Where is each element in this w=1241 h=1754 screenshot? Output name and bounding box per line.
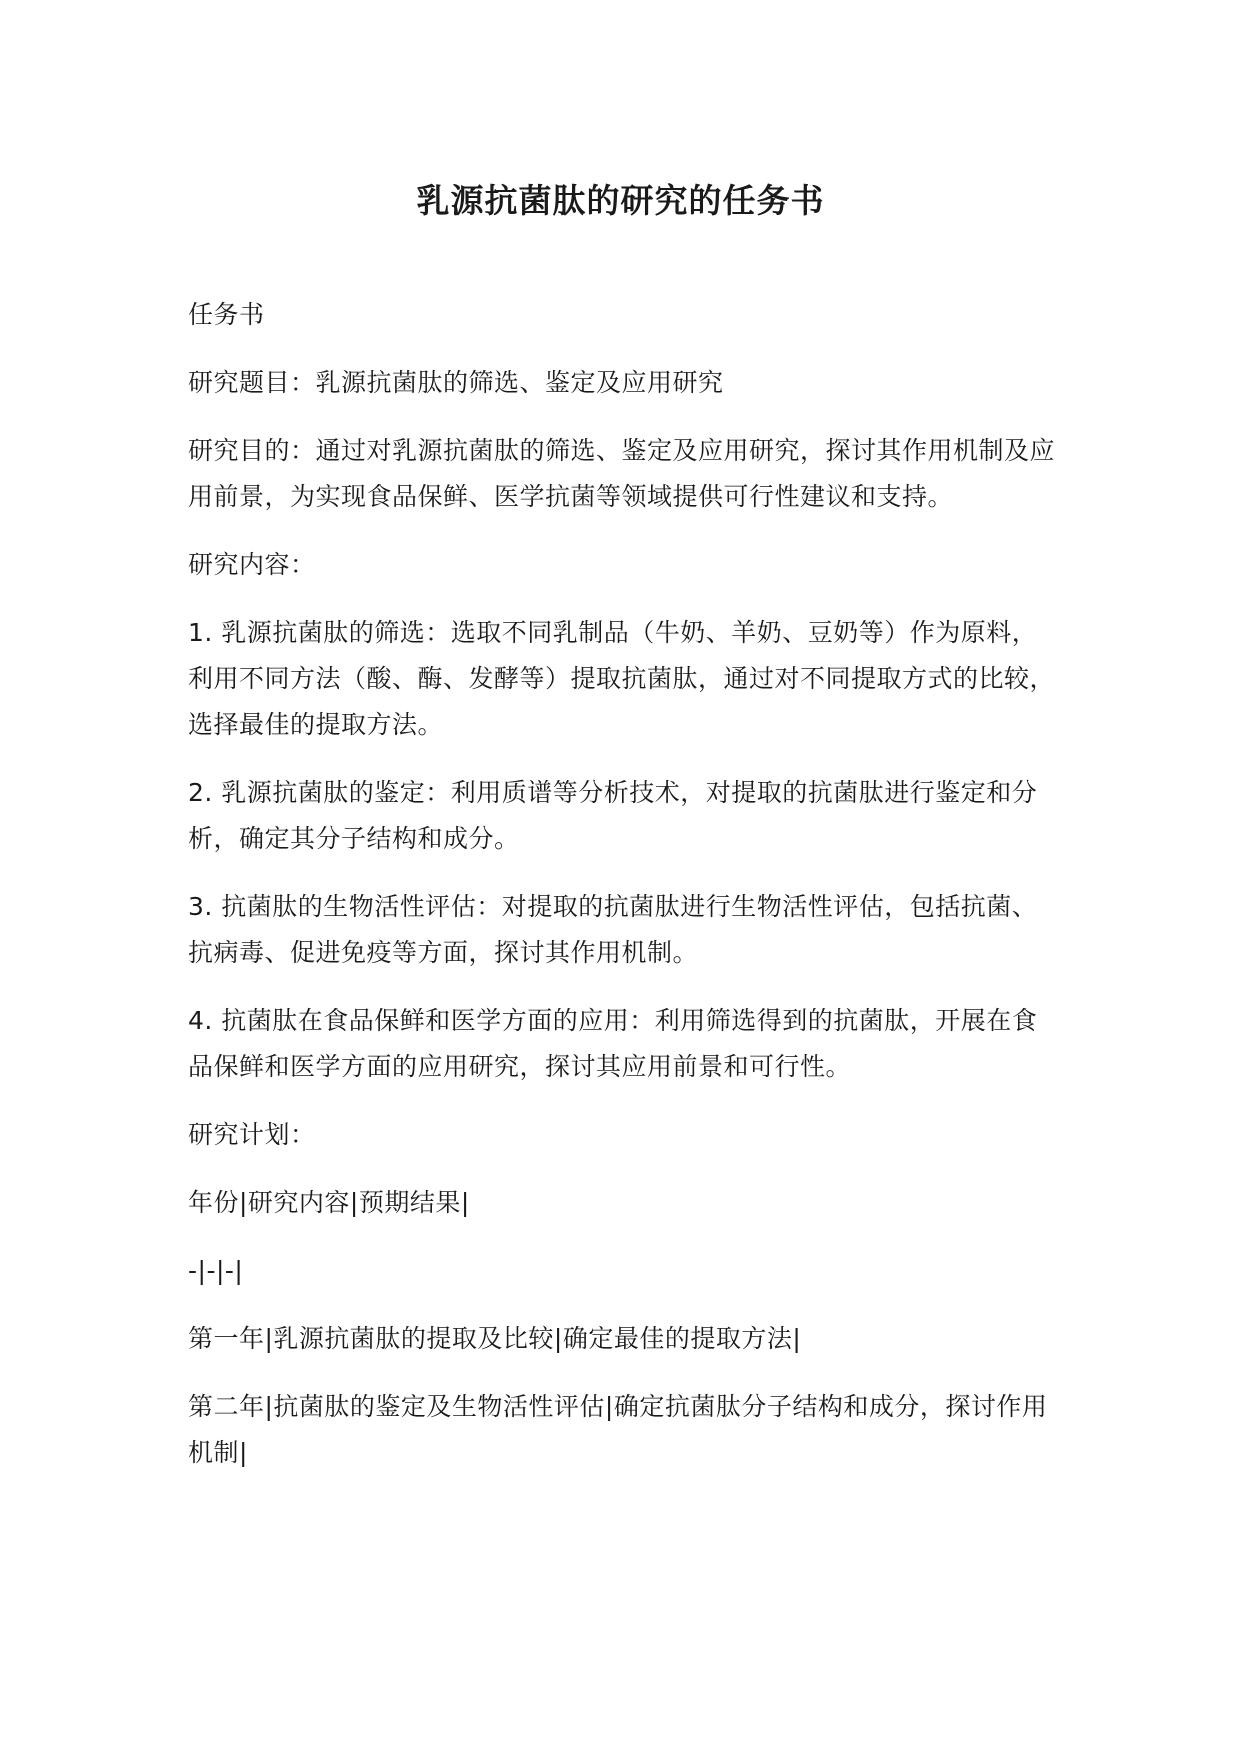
paragraph-research-purpose: 研究目的：通过对乳源抗菌肽的筛选、鉴定及应用研究，探讨其作用机制及应用前景，为实现食品保鲜、医学抗菌等领域提供可行性建议和支持。 <box>188 436 1056 511</box>
paragraph-content-item-2: 2. 乳源抗菌肽的鉴定：利用质谱等分析技术，对提取的抗菌肽进行鉴定和分析，确定其分子结构和成分。 <box>188 778 1038 853</box>
document-title: 乳源抗菌肽的研究的任务书 <box>416 181 825 220</box>
paragraph-heading-task: 任务书 <box>188 300 265 329</box>
plan-table-separator-line: -|-|-| <box>188 1256 244 1285</box>
paragraph-research-topic: 研究题目：乳源抗菌肽的筛选、鉴定及应用研究 <box>188 368 724 397</box>
plan-table-row-year-2: 第二年|抗菌肽的鉴定及生物活性评估|确定抗菌肽分子结构和成分，探讨作用机制| <box>188 1392 1048 1467</box>
paragraph-research-plan-heading: 研究计划： <box>188 1120 316 1149</box>
plan-table-row-year-1: 第一年|乳源抗菌肽的提取及比较|确定最佳的提取方法| <box>188 1324 802 1353</box>
paragraph-content-item-4: 4. 抗菌肽在食品保鲜和医学方面的应用：利用筛选得到的抗菌肽，开展在食品保鲜和医学方面的应用研究，探讨其应用前景和可行性。 <box>188 1006 1038 1081</box>
paragraph-content-item-1: 1. 乳源抗菌肽的筛选：选取不同乳制品（牛奶、羊奶、豆奶等）作为原料，利用不同方法（酸、酶、发酵等）提取抗菌肽，通过对不同提取方式的比较，选择最佳的提取方法。 <box>188 618 1056 739</box>
paragraph-research-content-heading: 研究内容： <box>188 550 316 579</box>
paragraph-content-item-3: 3. 抗菌肽的生物活性评估：对提取的抗菌肽进行生物活性评估，包括抗菌、抗病毒、促进免疫等方面，探讨其作用机制。 <box>188 892 1038 967</box>
plan-table-header-line: 年份|研究内容|预期结果| <box>188 1188 470 1217</box>
document-body <box>188 292 1058 1498</box>
